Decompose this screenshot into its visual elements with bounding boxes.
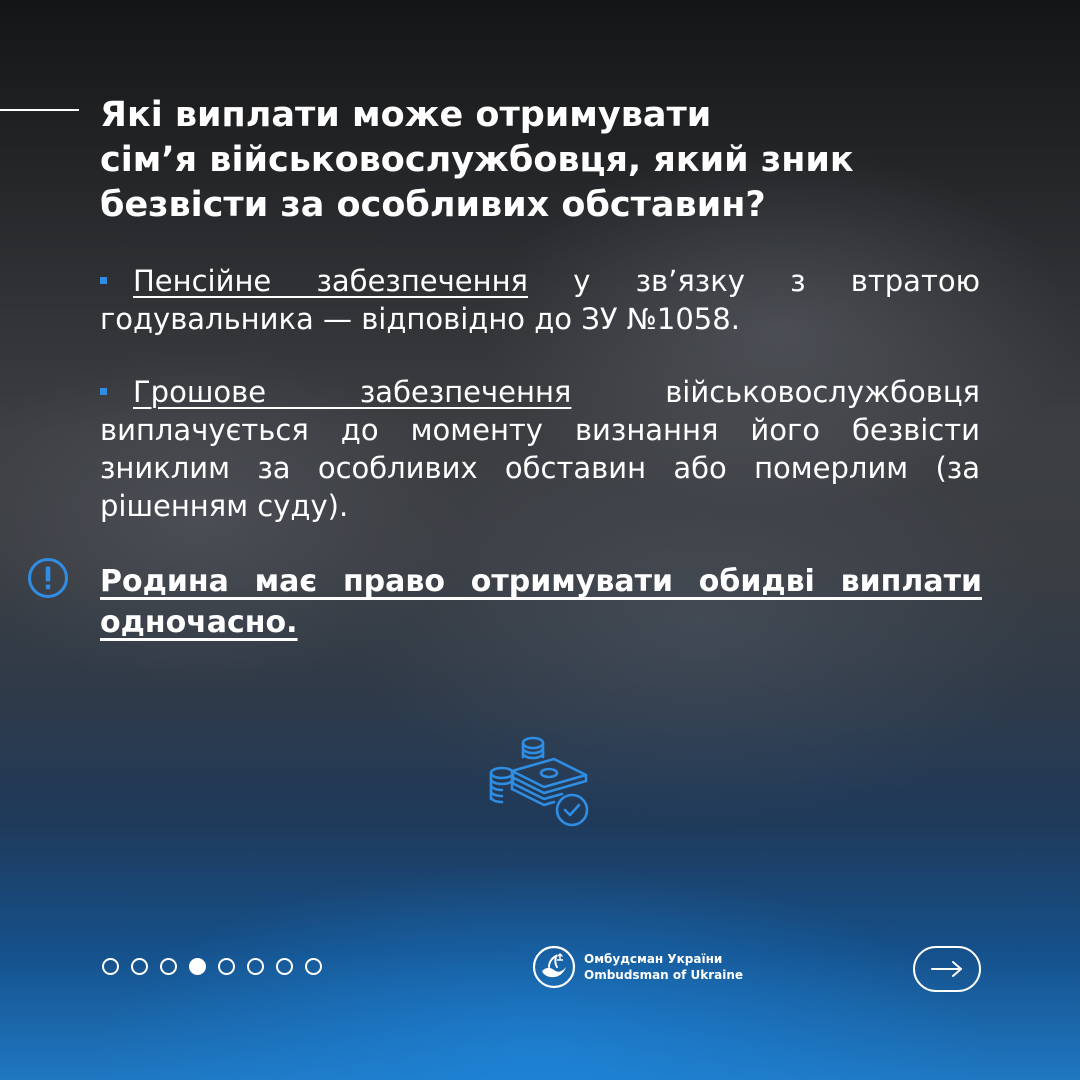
bullet-icon: [100, 277, 107, 284]
pagination-dot[interactable]: [131, 958, 148, 975]
bullet-icon: [100, 388, 107, 395]
pagination: [102, 958, 322, 975]
decorative-line: [0, 109, 79, 111]
logo-line-english: Ombudsman of Ukraine: [584, 968, 744, 982]
pension-link[interactable]: Пенсійне забезпечення: [133, 264, 528, 298]
money-stack-check-icon: [488, 733, 592, 829]
ombudsman-emblem-icon: [532, 945, 576, 989]
logo-text: [584, 951, 743, 983]
pagination-dot[interactable]: [247, 958, 264, 975]
exclamation-circle-icon: [27, 557, 69, 599]
arrow-right-icon: [930, 959, 964, 979]
next-button[interactable]: [913, 946, 981, 992]
pagination-dot-active[interactable]: [189, 958, 206, 975]
list-item: [100, 373, 980, 525]
pagination-dot[interactable]: [305, 958, 322, 975]
pagination-dot[interactable]: [218, 958, 235, 975]
highlight-note: Родина має право отримувати обидві виплати одночасно.: [100, 564, 982, 640]
page-title: Які виплати може отримувати сім’я військовослужбовця, який зник безвісти за особливих обставин?: [100, 95, 854, 225]
logo-line-ukrainian: Омбудсман України: [584, 952, 723, 966]
list-item-text: військовослужбовця виплачується до моменту визнання його безвісти зниклим за особливих обставин або померлим (за рішенням суду).: [100, 375, 981, 523]
list-item: [100, 262, 980, 338]
pagination-dot[interactable]: [160, 958, 177, 975]
pagination-dot[interactable]: [102, 958, 119, 975]
list-item-text: у зв’язку з втратою годувальника — відповідно до ЗУ №1058.: [100, 264, 980, 336]
ombudsman-logo: [532, 945, 743, 989]
pagination-dot[interactable]: [276, 958, 293, 975]
allowance-link[interactable]: Грошове забезпечення: [133, 375, 572, 409]
